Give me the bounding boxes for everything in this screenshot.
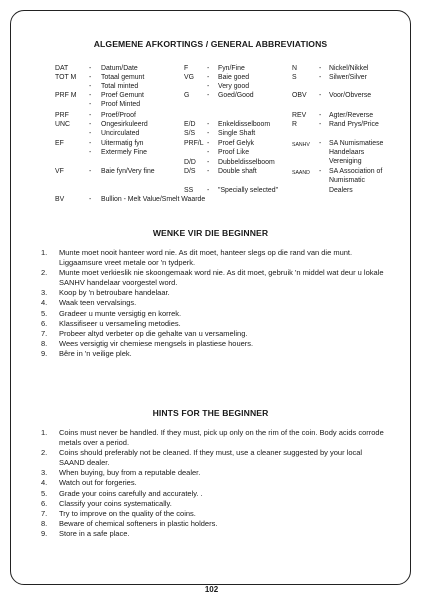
dash: - (207, 92, 210, 99)
dash: - (207, 168, 210, 175)
dash: - (89, 112, 92, 119)
dash: - (89, 92, 92, 99)
abbr-prf: PRF (55, 112, 69, 119)
list-item: 1. Munte moet nooit hanteer word nie. As dit moet, hanteer slegs op die rand van die munt. Liggaamsure vreet metale oor 'n tydperk. (41, 248, 353, 268)
abbr-obv-def: Voor/Obverse (329, 92, 372, 99)
dash: - (319, 65, 322, 72)
dash: - (207, 149, 210, 156)
wenke-heading: WENKE VIR DIE BEGINNER (152, 228, 269, 238)
dash: - (319, 121, 322, 128)
abbr-prfl-def: Proef Gelyk (218, 140, 254, 147)
list-item: 6. Klassifiseer u versameling metodies. (41, 318, 181, 328)
abbr-n-def: Nickel/Nikkel (329, 65, 369, 72)
abbr-saand-def-3: Dealers (329, 187, 353, 194)
list-item: 3. Koop by 'n betroubare handelaar. (41, 288, 170, 298)
abbr-totm-def: Totaal gemunt (101, 74, 145, 81)
dash: - (89, 65, 92, 72)
list-item: 5. Grade your coins carefully and accurately. . (41, 488, 203, 498)
dash: - (89, 121, 92, 128)
abbr-f-def: Fyn/Fine (218, 65, 245, 72)
abbr-prfm-def: Proef Gemunt (101, 92, 144, 99)
hints-heading: HINTS FOR THE BEGINNER (152, 408, 269, 418)
abbr-prfm-def-en: Proof Minted (101, 101, 141, 108)
abbr-prfl: PRF/L (184, 140, 204, 147)
dash: - (207, 65, 210, 72)
abbr-ss-def: Single Shaft (218, 130, 256, 137)
abbr-totm-def-en: Total minted (101, 83, 139, 90)
list-item: 6. Classify your coins systematically. (41, 498, 172, 508)
abbr-ds-def: Double shaft (218, 168, 257, 175)
list-item: 8. Wees versigtig vir chemiese mengsels in plastiese houers. (41, 338, 254, 348)
abbr-ss2: SS (184, 187, 194, 194)
dash: - (319, 140, 322, 147)
abbr-vf-def: Baie fyn/Very fine (101, 168, 155, 175)
abbr-n: N (292, 65, 297, 72)
abbr-unc: UNC (55, 121, 70, 128)
abbr-s: S (292, 74, 297, 81)
list-item: 9. Bêre in 'n veilige plek. (41, 348, 132, 358)
dash: - (207, 121, 210, 128)
dash: - (89, 130, 92, 137)
page-number: 102 (204, 585, 219, 594)
abbr-ef-def: Uitermatig fyn (101, 140, 144, 147)
dash: - (207, 83, 210, 90)
abbr-unc-def: Ongesirkuleerd (101, 121, 148, 128)
abbr-sanhv-def: SA Numismatiese (329, 140, 384, 147)
dash: - (319, 92, 322, 99)
abbr-saand: SAAND (292, 170, 310, 176)
abbr-unc-def-en: Uncirculated (101, 130, 140, 137)
abbr-sanhv: SANHV (292, 142, 310, 148)
abbr-ss2-def: "Specially selected" (218, 187, 279, 194)
abbreviations-heading: ALGEMENE AFKORTINGS / GENERAL ABBREVIATIONS (93, 39, 328, 49)
list-item: 4. Waak teen vervalsings. (41, 298, 137, 308)
abbr-saand-def: SA Association of (329, 168, 383, 175)
list-item: 5. Gradeer u munte versigtig en korrek. (41, 308, 182, 318)
dash: - (319, 168, 322, 175)
abbr-sanhv-def-3: Vereniging (329, 158, 362, 165)
abbr-ds: D/S (184, 168, 196, 175)
abbr-prfm: PRF M (55, 92, 77, 99)
list-item: 3. When buying, buy from a reputable dealer. (41, 468, 201, 478)
abbr-bv: BV (55, 196, 65, 203)
abbr-ef-def-en: Extermely Fine (101, 149, 147, 156)
abbr-r: R (292, 121, 297, 128)
abbr-ef: EF (55, 140, 64, 147)
abbr-vf: VF (55, 168, 64, 175)
list-item: 7. Try to improve on the quality of the coins. (41, 508, 196, 518)
abbr-obv: OBV (292, 92, 307, 99)
abbr-r-def: Rand Prys/Price (329, 121, 379, 128)
abbr-g-def: Goed/Good (218, 92, 254, 99)
abbr-dd-def: Dubbeldisselboom (218, 159, 275, 166)
abbr-ed-def: Enkeldisselboom (218, 121, 271, 128)
abbr-vg-def-en: Very good (218, 83, 250, 90)
dash: - (207, 159, 210, 166)
wenke-list (41, 248, 387, 359)
abbr-totm: TOT M (55, 74, 77, 81)
dash: - (207, 74, 210, 81)
abbr-f: F (184, 65, 189, 72)
dash: - (89, 101, 92, 108)
dash: - (319, 74, 322, 81)
dash: - (207, 130, 210, 137)
abbr-dat-def: Datum/Date (101, 65, 138, 72)
list-item: 7. Probeer altyd verbeter op die gehalte van u versameling. (41, 328, 248, 338)
dash: - (89, 74, 92, 81)
list-item: 9. Store in a safe place. (41, 528, 130, 538)
abbr-dat: DAT (55, 65, 69, 72)
list-item: 4. Watch out for forgeries. (41, 478, 137, 488)
abbr-ss: S/S (184, 130, 196, 137)
abbr-prf-def: Proef/Proof (101, 112, 136, 119)
abbr-s-def: Silwer/Silver (329, 74, 367, 81)
dash: - (89, 196, 92, 203)
abbr-rev-def: Agter/Reverse (329, 112, 374, 119)
dash: - (89, 149, 92, 156)
list-item: 8. Beware of chemical softeners in plastic holders. (41, 518, 218, 528)
hints-list (41, 428, 387, 539)
abbr-bv-def: Bullion - Melt Value/Smelt Waarde (101, 196, 206, 203)
abbr-vg: VG (184, 74, 194, 81)
abbr-sanhv-def-2: Handelaars (329, 149, 365, 156)
list-item: 2. Munte moet verkieslik nie skoongemaak word nie. As dit moet, gebruik 'n middel wat deur u lokale SANHV handelaar voorgestel word. (41, 268, 384, 288)
dash: - (89, 140, 92, 147)
dash: - (319, 112, 322, 119)
dash: - (89, 83, 92, 90)
abbr-dd: D/D (184, 159, 196, 166)
dash: - (207, 187, 210, 194)
abbr-saand-def-2: Numismatic (329, 177, 365, 184)
list-item: 1. Coins must never be handled. If they must, pick up only on the rim of the coin. Body acids corrode metals over a period. (41, 428, 384, 448)
abbr-prfl-def-en: Proof Like (218, 149, 250, 156)
abbr-vg-def: Baie goed (218, 74, 250, 81)
abbr-rev: REV (292, 112, 307, 119)
dash: - (207, 140, 210, 147)
abbr-ed: E/D (184, 121, 196, 128)
list-item: 2. Coins should preferably not be cleaned. If they must, use a cleaner suggested by your local SAAND dealer. (41, 448, 363, 468)
abbr-g: G (184, 92, 190, 99)
dash: - (89, 168, 92, 175)
